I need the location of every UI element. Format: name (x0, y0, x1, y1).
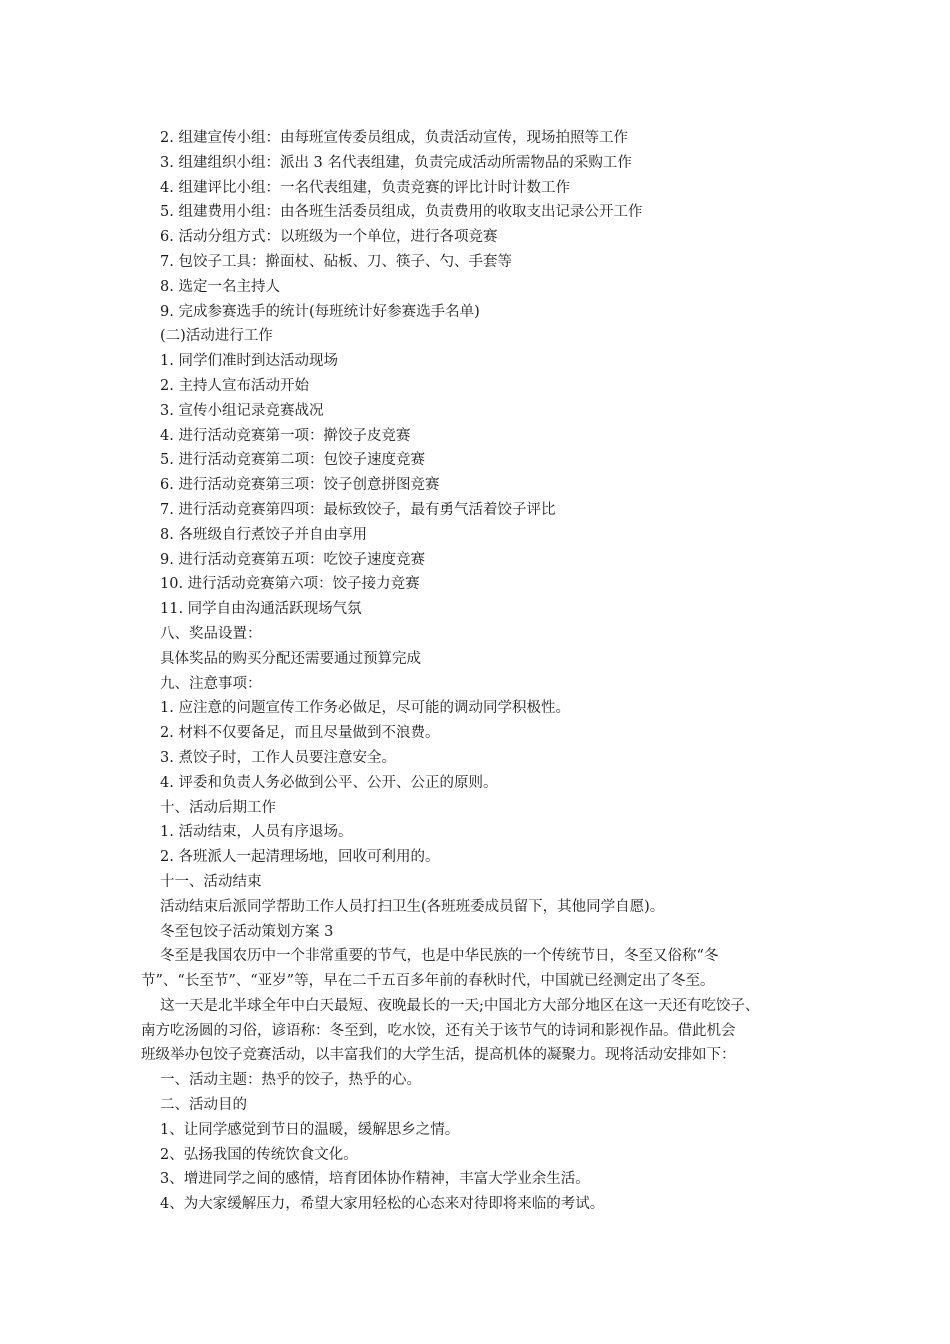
text-line: 10. 进行活动竞赛第六项：饺子接力竞赛 (160, 576, 420, 593)
text-line: 冬至包饺子活动策划方案 3 (160, 923, 334, 940)
text-line: 4. 组建评比小组：一名代表组建，负责竞赛的评比计时计数工作 (160, 179, 570, 196)
text-line: 9. 完成参赛选手的统计(每班统计好参赛选手名单) (160, 303, 480, 320)
text-line: 7. 包饺子工具：擀面杖、砧板、刀、筷子、勺、手套等 (160, 253, 512, 270)
text-line: 八、奖品设置： (160, 625, 262, 642)
text-line: 4. 评委和负责人务必做到公平、公开、公正的原则。 (160, 774, 498, 791)
text-line: 冬至是我国农历中一个非常重要的节气，也是中华民族的一个传统节日，冬至又俗称“冬 (160, 948, 719, 965)
document-page (0, 126, 950, 1217)
text-line: 十、活动后期工作 (160, 799, 276, 816)
text-line: (二)活动进行工作 (160, 328, 273, 345)
text-line: 7. 进行活动竞赛第四项：最标致饺子，最有勇气活着饺子评比 (160, 501, 556, 518)
text-line: 6. 活动分组方式：以班级为一个单位，进行各项竞赛 (160, 229, 498, 246)
text-line: 1. 同学们准时到达活动现场 (160, 353, 338, 370)
text-line: 2、弘扬我国的传统饮食文化。 (160, 1146, 358, 1163)
text-line: 2. 各班派人一起清理场地，回收可利用的。 (160, 849, 440, 866)
text-line: 11. 同学自由沟通活跃现场气氛 (160, 601, 362, 618)
text-line: 活动结束后派同学帮助工作人员打扫卫生(各班班委成员留下，其他同学自愿)。 (160, 898, 665, 915)
text-line: 1、让同学感觉到节日的温暖，缓解思乡之情。 (160, 1121, 460, 1138)
text-line: 6. 进行活动竞赛第三项：饺子创意拼图竞赛 (160, 477, 440, 494)
text-line: 4. 进行活动竞赛第一项：擀饺子皮竞赛 (160, 427, 411, 444)
text-line: 1. 活动结束，人员有序退场。 (160, 824, 353, 841)
text-line: 3. 宣传小组记录竞赛战况 (160, 402, 324, 419)
text-line: 一、活动主题：热乎的饺子，热乎的心。 (160, 1072, 421, 1089)
text-line: 节”、“长至节”、“亚岁”等，早在二千五百多年前的春秋时代，中国就已经测定出了冬至。 (141, 973, 715, 990)
text-line: 8. 各班级自行煮饺子并自由享用 (160, 526, 367, 543)
text-line: 9. 进行活动竞赛第五项：吃饺子速度竞赛 (160, 551, 425, 568)
text-line: 班级举办包饺子竞赛活动，以丰富我们的大学生活，提高机体的凝聚力。现将活动安排如下： (141, 1047, 736, 1064)
text-line: 3、增进同学之间的感情，培育团体协作精神，丰富大学业余生活。 (160, 1171, 590, 1188)
text-line: 3. 煮饺子时，工作人员要注意安全。 (160, 749, 396, 766)
text-line: 5. 组建费用小组：由各班生活委员组成，负责费用的收取支出记录公开工作 (160, 204, 643, 221)
text-line: 南方吃汤圆的习俗，谚语称：冬至到，吃水饺，还有关于该节气的诗词和影视作品。借此机会 (141, 1022, 736, 1039)
text-line: 5. 进行活动竞赛第二项：包饺子速度竞赛 (160, 452, 425, 469)
text-line: 二、活动目的 (160, 1097, 247, 1114)
text-line: 2. 材料不仅要备足，而且尽量做到不浪费。 (160, 725, 440, 742)
text-line: 1. 应注意的问题宣传工作务必做足，尽可能的调动同学积极性。 (160, 700, 570, 717)
text-line: 3. 组建组织小组：派出 3 名代表组建，负责完成活动所需物品的采购工作 (160, 154, 632, 171)
text-line: 具体奖品的购买分配还需要通过预算完成 (160, 650, 421, 667)
text-line: 这一天是北半球全年中白天最短、夜晚最长的一天;中国北方大部分地区在这一天还有吃饺子、 (160, 997, 760, 1014)
text-line: 4、为大家缓解压力，希望大家用轻松的心态来对待即将来临的考试。 (160, 1196, 605, 1213)
text-line: 九、注意事项： (160, 675, 262, 692)
text-line: 8. 选定一名主持人 (160, 278, 280, 295)
text-line: 2. 组建宣传小组：由每班宣传委员组成，负责活动宣传，现场拍照等工作 (160, 130, 628, 146)
text-line: 十一、活动结束 (160, 873, 262, 890)
text-line: 2. 主持人宣布活动开始 (160, 377, 309, 394)
